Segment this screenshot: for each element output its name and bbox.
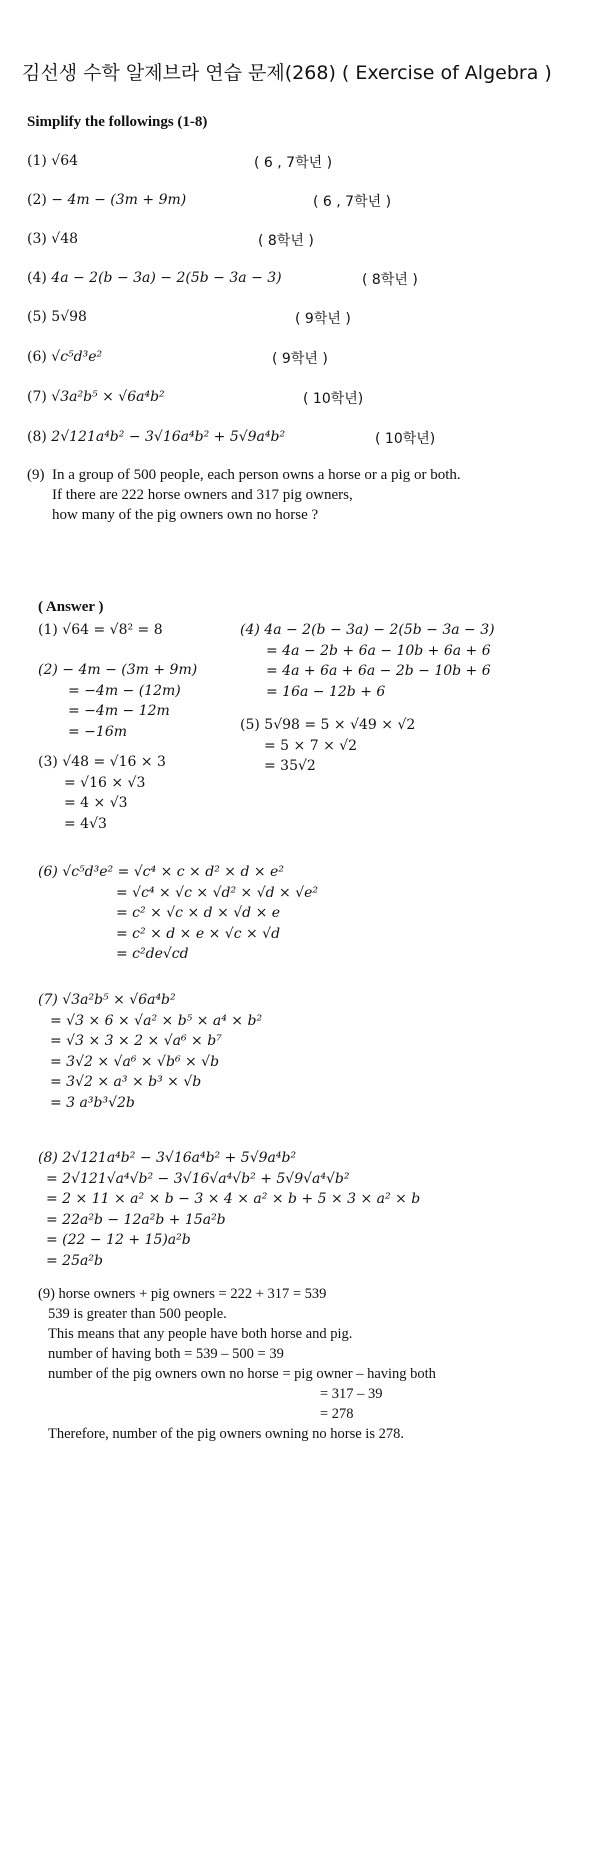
grade-label: ( 6 , 7학년 ) — [254, 155, 333, 171]
problem-3: (3) √48 — [27, 231, 79, 247]
answer-4: (4) 4a − 2(b − 3a) − 2(5b − 3a − 3) = 4a − 2b + 6a − 10b + 6a + 6 = 4a + 6a + 6a − 2b − 10b + 6 = 16a − 12b + 6 — [240, 622, 495, 700]
problem-4: (4) 4a − 2(b − 3a) − 2(5b − 3a − 3) — [27, 270, 282, 286]
problem-1: (1) √64 — [27, 153, 79, 169]
answer-5: (5) 5√98 = 5 × √49 × √2 = 5 × 7 × √2 = 35√2 — [240, 717, 416, 774]
grade-label: ( 9학년 ) — [295, 311, 351, 327]
answer-7: (7) √3a²b⁵ × √6a⁴b² = √3 × 6 × √a² × b⁵ × a⁴ × b² = √3 × 3 × 2 × √a⁶ × b⁷ = 3√2 × √a⁶ × √b⁶ × √b = 3√2 × a³ × b³ × √b = 3 a³b³√2b — [38, 992, 263, 1111]
answer-9: (9) horse owners + pig owners = 222 + 317 = 539 539 is greater than 500 people. This means that any people have both horse and pig. number of having both = 539 – 500 = 39 number of the pig owners own no horse = pig owner – having both = 317 – 39 = 278 Therefore, number of the pig owners owning no horse is 278. — [38, 1286, 436, 1442]
page-title: 김선생 수학 알제브라 연습 문제(268) ( Exercise of Algebra ) — [22, 62, 552, 84]
instructions: Simplify the followings (1-8) — [27, 114, 208, 130]
problem-5: (5) 5√98 — [27, 309, 87, 325]
grade-label: ( 8학년 ) — [258, 233, 314, 249]
grade-label: ( 10학년) — [375, 431, 436, 447]
problem-9-number: (9) — [27, 467, 45, 483]
answer-8: (8) 2√121a⁴b² − 3√16a⁴b² + 5√9a⁴b² = 2√121√a⁴√b² − 3√16√a⁴√b² + 5√9√a⁴√b² = 2 × 11 × a² × b − 3 × 4 × a² × b + 5 × 3 × a² × b = 22a²b − 12a²b + 15a²b = (22 − 12 + 15)a²b = 25a²b — [38, 1150, 421, 1269]
grade-label: ( 8학년 ) — [362, 272, 418, 288]
problem-2: (2) − 4m − (3m + 9m) — [27, 192, 187, 208]
answer-3: (3) √48 = √16 × 3 = √16 × √3 = 4 × √3 = 4√3 — [38, 754, 166, 832]
grade-label: ( 10학년) — [303, 391, 364, 407]
answer-2: (2) − 4m − (3m + 9m) = −4m − (12m) = −4m − 12m = −16m — [38, 662, 198, 740]
problem-8: (8) 2√121a⁴b² − 3√16a⁴b² + 5√9a⁴b² — [27, 429, 286, 445]
grade-label: ( 9학년 ) — [272, 351, 328, 367]
answer-6: (6) √c⁵d³e² = √c⁴ × c × d² × d × e² = √c⁴ × √c × √d² × √d × √e² = c² × √c × d × √d × e = c² × d × e × √c × √d = c²de√cd — [38, 864, 319, 962]
problem-6: (6) √c⁵d³e² — [27, 349, 103, 365]
problem-7: (7) √3a²b⁵ × √6a⁴b² — [27, 389, 165, 405]
answer-1: (1) √64 = √8² = 8 — [38, 622, 163, 638]
problem-9-text: In a group of 500 people, each person owns a horse or a pig or both. If there are 222 horse owners and 317 pig owners, how many of the pig owners own no horse ? — [52, 467, 461, 523]
answer-heading: ( Answer ) — [38, 599, 104, 615]
grade-label: ( 6 , 7학년 ) — [313, 194, 392, 210]
